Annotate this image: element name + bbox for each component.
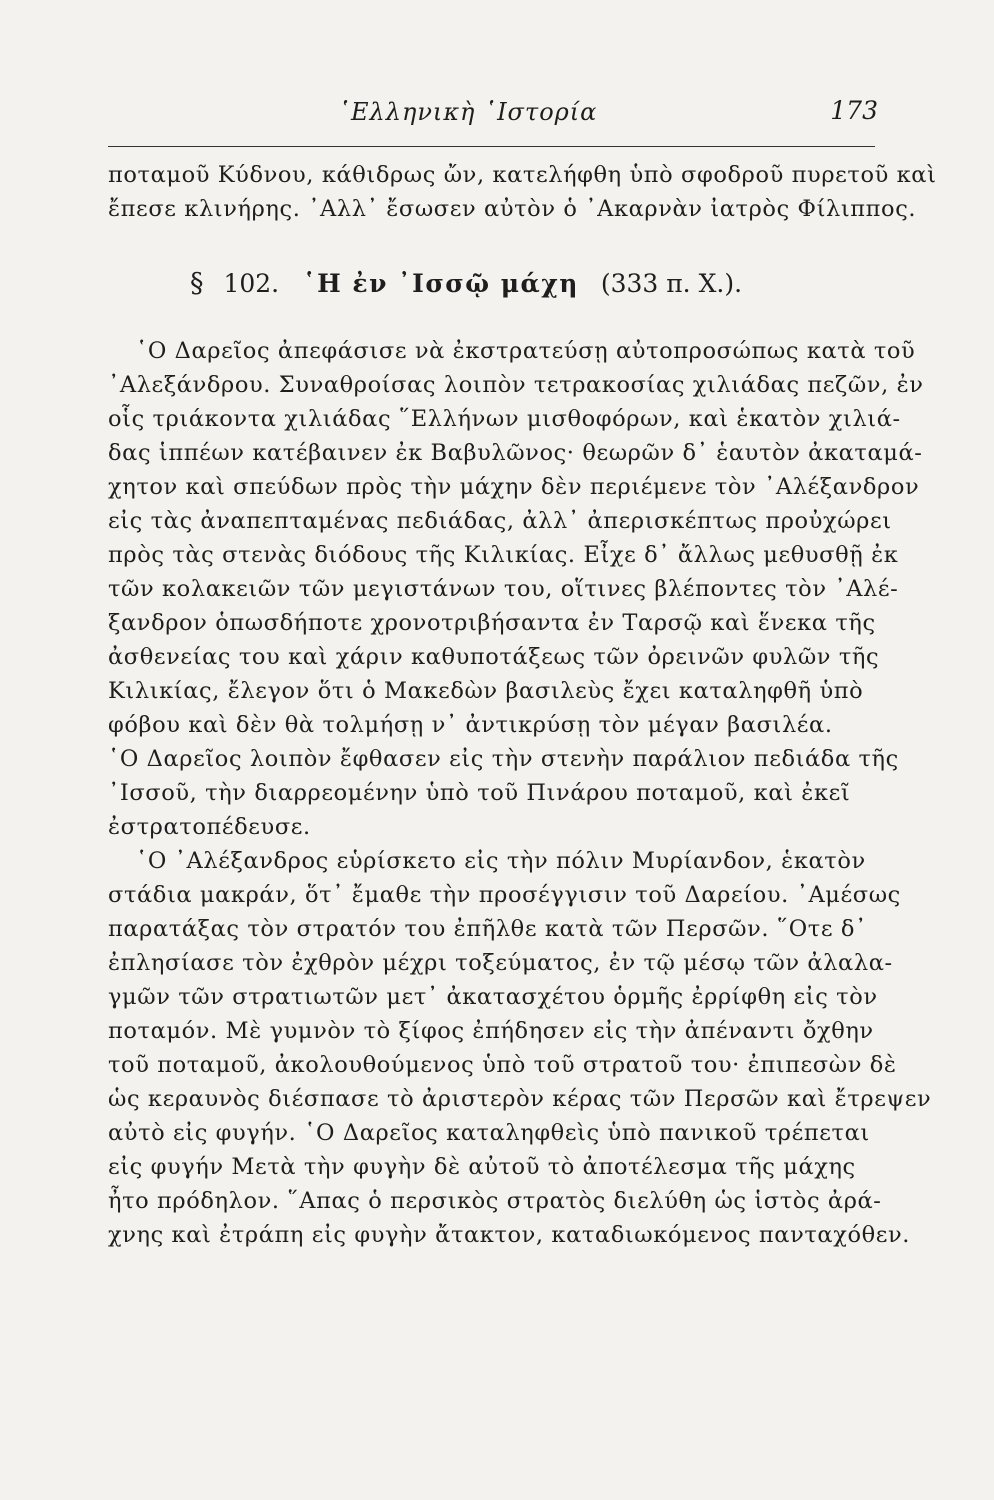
text-line: στάδια μακράν, ὅτ᾿ ἔμαθε τὴν προσέγγισιν τοῦ Δαρείου. ᾿Αμέσως [108,882,901,908]
text-line: χητον καὶ σπεύδων πρὸς τὴν μάχην δὲν περιέμενε τὸν ᾿Αλέξανδρον [108,474,920,500]
section-number: 102. [223,269,280,298]
text-line: φόβου καὶ δὲν θὰ τολμήσῃ ν᾿ ἀντικρύσῃ τὸν μέγαν βασιλέα. [108,712,833,738]
section-symbol: § [190,268,204,299]
running-head [108,96,878,136]
text-line: χνης καὶ ἐτράπη εἰς φυγὴν ἄτακτον, καταδιωκόμενος πανταχόθεν. [108,1222,911,1248]
text-line: ῾Ο ᾿Αλέξανδρος εὑρίσκετο εἰς τὴν πόλιν Μυρίανδον, ἑκατὸν [136,848,866,874]
text-line: ὡς κεραυνὸς διέσπασε τὸ ἀριστερὸν κέρας τῶν Περσῶν καὶ ἔτρεψεν [108,1086,932,1112]
text-line: ᾿Αλεξάνδρου. Συναθροίσας λοιπὸν τετρακοσίας χιλιάδας πεζῶν, ἐν [108,372,924,398]
header-rule [108,146,875,147]
page-number: 173 [830,96,878,125]
text-line: πρὸς τὰς στενὰς διόδους τῆς Κιλικίας. Εἶχε δ᾿ ἄλλως μεθυσθῇ ἐκ [108,542,899,568]
text-line: ἐστρατοπέδευσε. [108,814,311,840]
text-line: ἐπλησίασε τὸν ἐχθρὸν μέχρι τοξεύματος, ἐν τῷ μέσῳ τῶν ἀλαλα- [108,950,893,976]
text-line: αὐτὸ εἰς φυγήν. ῾Ο Δαρεῖος καταληφθεὶς ὑπὸ πανικοῦ τρέπεται [108,1120,870,1146]
text-line: ἔπεσε κλινήρης. ᾿Αλλ᾿ ἔσωσεν αὐτὸν ὁ ᾿Ακαρνὰν ἰατρὸς Φίλιππος. [108,196,917,222]
text-line: εἰς φυγήν Μετὰ τὴν φυγὴν δὲ αὐτοῦ τὸ ἀποτέλεσμα τῆς μάχης [108,1154,856,1180]
text-line: ξανδρον ὁπωσδήποτε χρονοτριβήσαντα ἐν Ταρσῷ καὶ ἕνεκα τῆς [108,610,876,636]
text-line: οἷς τριάκοντα χιλιάδας ῞Ελλήνων μισθοφόρων, καὶ ἑκατὸν χιλιά- [108,406,901,432]
section-date: (333 π. Χ.). [600,269,743,298]
text-line: ᾿Ισσοῦ, τὴν διαρρεομένην ὑπὸ τοῦ Πινάρου ποταμοῦ, καὶ ἐκεῖ [108,780,851,806]
text-line: ἦτο πρόδηλον. ῞Απας ὁ περσικὸς στρατὸς διελύθη ὡς ἱστὸς ἀρά- [108,1188,882,1214]
text-line: τῶν κολακειῶν τῶν μεγιστάνων του, οἵτινες βλέποντες τὸν ᾿Αλέ- [108,576,899,602]
text-line: ῾Ο Δαρεῖος λοιπὸν ἔφθασεν εἰς τὴν στενὴν παράλιον πεδιάδα τῆς [108,746,899,772]
text-line: ποταμοῦ Κύδνου, κάθιδρως ὤν, κατελήφθη ὑπὸ σφοδροῦ πυρετοῦ καὶ [108,162,937,188]
body-text [108,158,937,1252]
text-line: ποταμόν. Μὲ γυμνὸν τὸ ξίφος ἐπήδησεν εἰς τὴν ἀπέναντι ὄχθην [108,1018,874,1044]
text-line: Κιλικίας, ἔλεγον ὅτι ὁ Μακεδὼν βασιλεὺς ἔχει καταληφθῆ ὑπὸ [108,678,864,704]
text-line: εἰς τὰς ἀναπεπταμένας πεδιάδας, ἀλλ᾿ ἀπερισκέπτως προὐχώρει [108,508,892,534]
running-title: ῾Ελληνικὴ ῾Ιστορία [338,98,598,126]
text-line: ἀσθενείας του καὶ χάριν καθυποτάξεως τῶν ὀρεινῶν φυλῶν τῆς [108,644,880,670]
text-line: ῾Ο Δαρεῖος ἀπεφάσισε νὰ ἐκστρατεύσῃ αὐτοπροσώπως κατὰ τοῦ [136,338,916,364]
text-line: τοῦ ποταμοῦ, ἀκολουθούμενος ὑπὸ τοῦ στρατοῦ του· ἐπιπεσὼν δὲ [108,1052,897,1078]
text-line: γμῶν τῶν στρατιωτῶν μετ᾿ ἀκατασχέτου ὁρμῆς ἐρρίφθη εἰς τὸν [108,984,878,1010]
text-line: παρατάξας τὸν στρατόν του ἐπῆλθε κατὰ τῶν Περσῶν. ῞Οτε δ᾿ [108,916,867,942]
text-line: δας ἱππέων κατέβαινεν ἐκ Βαβυλῶνος· θεωρῶν δ᾿ ἑαυτὸν ἀκαταμά- [108,440,923,466]
section-title: ῾Η ἐν ᾿Ισσῷ μάχη [303,269,579,298]
section-heading [108,250,888,318]
